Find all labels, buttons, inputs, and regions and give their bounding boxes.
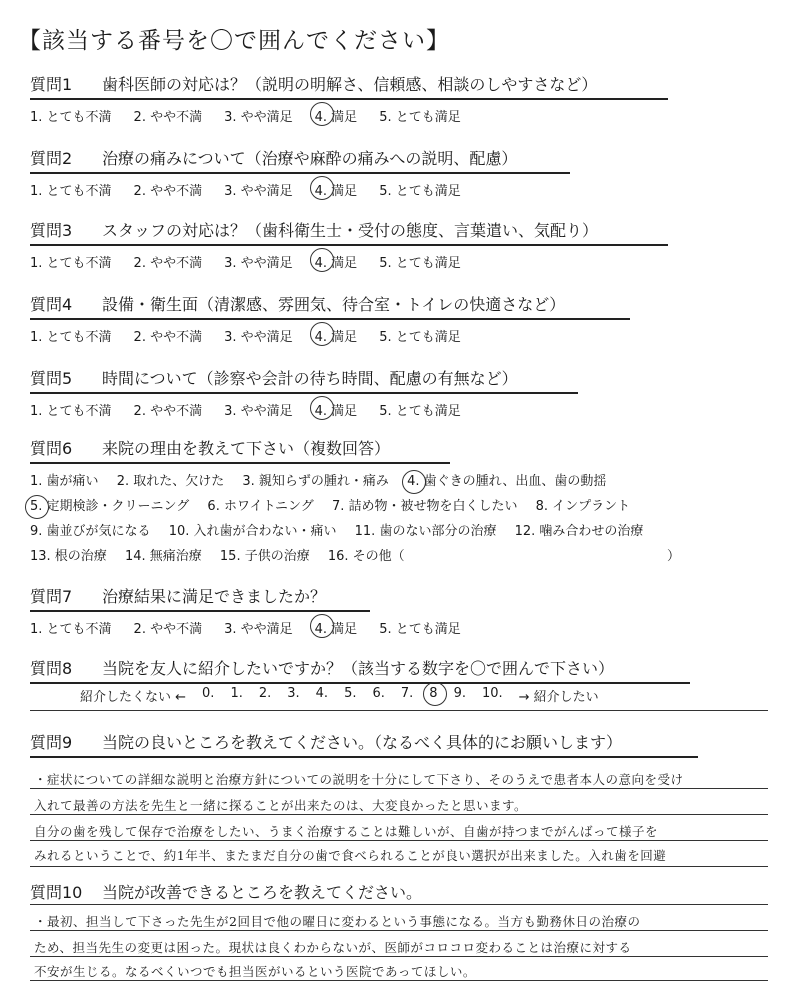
- reason-row-2: [30, 495, 680, 514]
- question-text: 時間について（診察や会計の待ち時間、配慮の有無など）: [102, 369, 518, 388]
- question-8: [30, 656, 690, 684]
- option-2[interactable]: 2. やや不満: [133, 184, 203, 199]
- reason-8[interactable]: 8. インプラント: [535, 499, 631, 514]
- option-1[interactable]: 1. とても不満: [30, 184, 112, 199]
- option-3[interactable]: 3. やや満足: [224, 404, 293, 419]
- question-number: 質問8: [30, 659, 73, 678]
- answer-rule: [30, 980, 768, 981]
- option-2[interactable]: 2. やや不満: [133, 110, 203, 125]
- option-3[interactable]: 3. やや満足: [224, 184, 293, 199]
- option-1[interactable]: 1. とても不満: [30, 256, 112, 271]
- reason-row-1: [30, 470, 680, 489]
- question-text: スタッフの対応は？（歯科衛生士・受付の態度、言葉遣い、気配り）: [102, 221, 599, 240]
- answer-line: みれるということで、約1年半、またまだ自分の歯で食べられることが良い選択が出来ました。入れ歯を回避: [34, 848, 667, 863]
- question-text: 設備・衛生面（清潔感、雰囲気、待合室・トイレの快適さなど）: [102, 295, 566, 314]
- answer-rule: [30, 930, 768, 931]
- option-5[interactable]: 5. とても満足: [379, 622, 461, 637]
- reason-16[interactable]: 16. その他（: [327, 549, 405, 564]
- question-2: [30, 146, 570, 199]
- option-4-selected[interactable]: 4. 満足: [315, 252, 358, 271]
- answer-scale: [30, 252, 668, 271]
- scale-point-9[interactable]: 9.: [453, 686, 466, 701]
- answer-rule: [30, 840, 768, 841]
- answer-line: 自分の歯を残して保存で治療をしたい、うまく治療することは難しいが、自歯が持つまでがんばって様子を: [34, 824, 659, 839]
- answer-line: ・症状についての詳細な説明と治療方針についての説明を十分にして下さり、そのうえで患者本人の意向を受け: [34, 772, 684, 787]
- question-text: 治療結果に満足できましたか？: [102, 587, 327, 606]
- question-text: 当院を友人に紹介したいですか？（該当する数字を〇で囲んで下さい）: [102, 659, 615, 678]
- scale-point-7[interactable]: 7.: [400, 686, 414, 701]
- answer-scale: [30, 400, 578, 419]
- question-5: [30, 366, 578, 419]
- option-3[interactable]: 3. やや満足: [224, 330, 293, 345]
- option-4-selected[interactable]: 4. 満足: [315, 180, 358, 199]
- reason-1[interactable]: 1. 歯が痛い: [30, 474, 99, 489]
- reason-3[interactable]: 3. 親知らずの腫れ・痛み: [242, 474, 389, 489]
- scale-right-label: → 紹介したい: [518, 690, 599, 705]
- answer-scale: [30, 180, 570, 199]
- question-9: [30, 730, 698, 758]
- question-3: [30, 218, 668, 271]
- question-number: 質問6: [30, 439, 73, 458]
- answer-line: ため、担当先生の変更は困った。現状は良くわからないが、医師がコロコロ変わることは治療に対する: [34, 940, 632, 955]
- question-text: 当院の良いところを教えてください。（なるべく具体的にお願いします）: [102, 733, 623, 752]
- option-5[interactable]: 5. とても満足: [379, 330, 461, 345]
- answer-rule: [30, 814, 768, 815]
- scale-point-8-selected[interactable]: 8: [429, 686, 437, 705]
- question-number: 質問1: [30, 75, 73, 94]
- reason-6[interactable]: 6. ホワイトニング: [207, 499, 314, 514]
- answer-scale: [30, 618, 483, 637]
- option-4-selected[interactable]: 4. 満足: [315, 400, 358, 419]
- answer-scale: [30, 326, 630, 345]
- reason-14[interactable]: 14. 無痛治療: [124, 549, 202, 564]
- question-number: 質問9: [30, 733, 73, 752]
- option-3[interactable]: 3. やや満足: [224, 622, 293, 637]
- scale-point-6[interactable]: 6.: [372, 686, 385, 701]
- question-number: 質問2: [30, 149, 73, 168]
- reason-13[interactable]: 13. 根の治療: [30, 549, 107, 564]
- option-5[interactable]: 5. とても満足: [379, 404, 461, 419]
- reason-11[interactable]: 11. 歯のない部分の治療: [354, 524, 497, 539]
- reason-2[interactable]: 2. 取れた、欠けた: [116, 474, 225, 489]
- scale-point-2[interactable]: 2.: [258, 686, 272, 701]
- question-text: 治療の痛みについて（治療や麻酔の痛みへの説明、配慮）: [102, 149, 518, 168]
- answer-rule: [30, 904, 768, 905]
- question-10: [30, 880, 470, 906]
- scale-point-10[interactable]: 10.: [481, 686, 503, 701]
- question-number: 質問4: [30, 295, 73, 314]
- referral-scale: [80, 686, 599, 705]
- divider: [30, 710, 768, 711]
- option-1[interactable]: 1. とても不満: [30, 330, 112, 345]
- question-6: [30, 436, 680, 564]
- option-2[interactable]: 2. やや不満: [133, 404, 203, 419]
- scale-point-5[interactable]: 5.: [344, 686, 357, 701]
- option-3[interactable]: 3. やや満足: [224, 256, 293, 271]
- scale-point-0[interactable]: 0.: [202, 686, 215, 701]
- answer-line: 入れて最善の方法を先生と一緒に探ることが出来たのは、大変良かったと思います。: [34, 798, 528, 813]
- page-title: 【該当する番号を〇で囲んでください】: [18, 28, 450, 54]
- scale-point-1[interactable]: 1.: [230, 686, 243, 701]
- other-close-paren: ）: [666, 549, 680, 564]
- reason-4-selected[interactable]: 4. 歯ぐきの腫れ、出血、歯の動揺: [407, 474, 607, 489]
- reason-7[interactable]: 7. 詰め物・被せ物を白くしたい: [331, 499, 518, 514]
- option-5[interactable]: 5. とても満足: [379, 110, 461, 125]
- option-2[interactable]: 2. やや不満: [133, 330, 203, 345]
- option-5[interactable]: 5. とても満足: [379, 184, 461, 199]
- option-5[interactable]: 5. とても満足: [379, 256, 461, 271]
- reason-10[interactable]: 10. 入れ歯が合わない・痛い: [168, 524, 337, 539]
- scale-point-3[interactable]: 3.: [287, 686, 300, 701]
- answer-rule: [30, 788, 768, 789]
- question-7: [30, 584, 483, 637]
- reason-12[interactable]: 12. 噛み合わせの治療: [514, 524, 644, 539]
- answer-line: 不安が生じる。なるべくいつでも担当医がいるという医院であってほしい。: [34, 964, 476, 979]
- question-4: [30, 292, 630, 345]
- answer-rule: [30, 866, 768, 867]
- option-1[interactable]: 1. とても不満: [30, 110, 112, 125]
- reason-5-selected[interactable]: 5. 定期検診・クリーニング: [30, 499, 190, 514]
- question-text: 来院の理由を教えて下さい（複数回答）: [102, 439, 391, 458]
- reason-15[interactable]: 15. 子供の治療: [219, 549, 310, 564]
- answer-scale: [30, 106, 668, 125]
- answer-rule: [30, 956, 768, 957]
- option-1[interactable]: 1. とても不満: [30, 622, 112, 637]
- question-number: 質問3: [30, 221, 73, 240]
- option-4-selected[interactable]: 4. 満足: [315, 618, 358, 637]
- question-1: [30, 72, 668, 125]
- option-3[interactable]: 3. やや満足: [224, 110, 293, 125]
- question-text: 歯科医師の対応は？（説明の明解さ、信頼感、相談のしやすさなど）: [102, 75, 598, 94]
- reason-row-3: [30, 520, 680, 539]
- scale-point-4[interactable]: 4.: [315, 686, 329, 701]
- reason-9[interactable]: 9. 歯並びが気になる: [30, 524, 151, 539]
- question-number: 質問10: [30, 883, 83, 902]
- question-text: 当院が改善できるところを教えてください。: [102, 883, 423, 902]
- reason-row-4: [30, 545, 680, 564]
- question-number: 質問5: [30, 369, 73, 388]
- option-1[interactable]: 1. とても不満: [30, 404, 112, 419]
- question-number: 質問7: [30, 587, 73, 606]
- option-4-selected[interactable]: 4. 満足: [315, 106, 358, 125]
- option-2[interactable]: 2. やや不満: [133, 622, 203, 637]
- option-2[interactable]: 2. やや不満: [133, 256, 203, 271]
- answer-line: ・最初、担当して下さった先生が2回目で他の曜日に変わるという事態になる。当方も勤務休日の治療の: [34, 914, 641, 929]
- scale-left-label: 紹介したくない ←: [80, 690, 187, 705]
- option-4-selected[interactable]: 4. 満足: [315, 326, 358, 345]
